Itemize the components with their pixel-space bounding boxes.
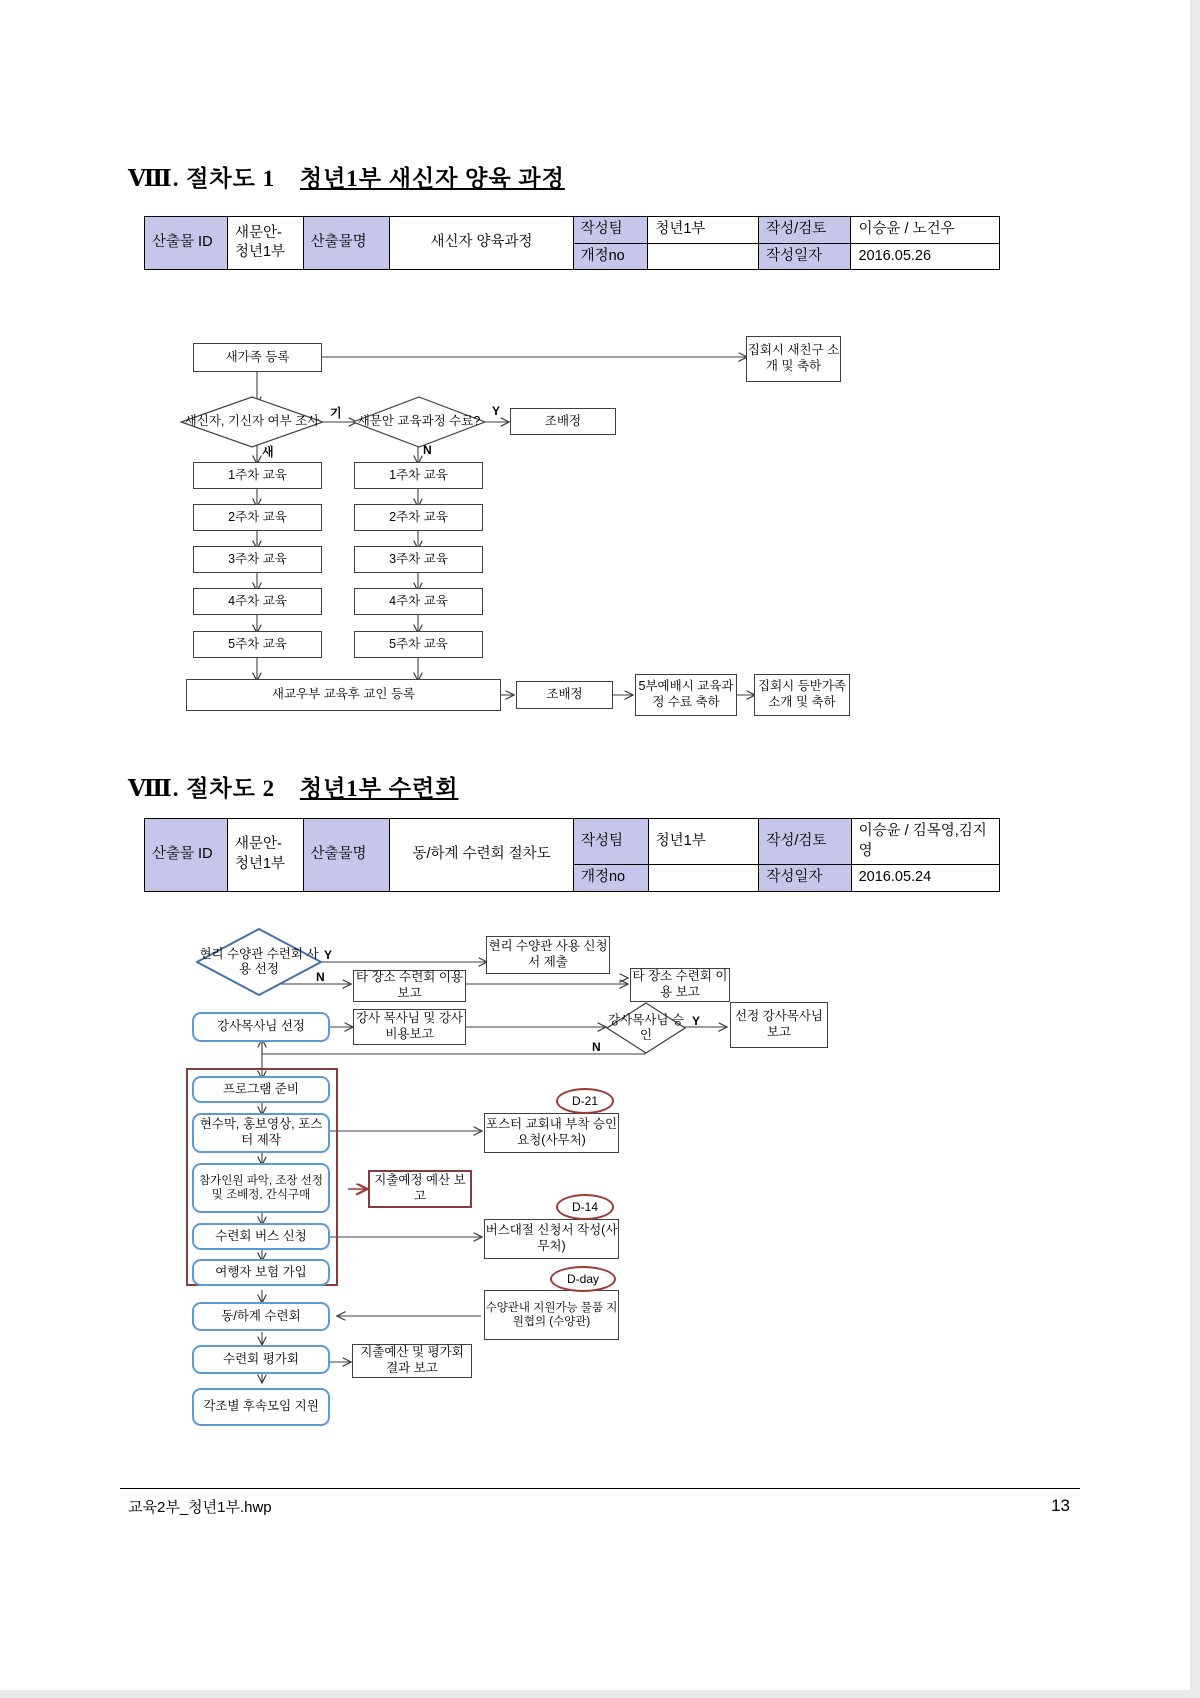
node-new-family-register: 새가족 등록 — [193, 343, 322, 372]
footer-page-number: 13 — [1051, 1496, 1070, 1515]
cell-label-name: 산출물명 — [303, 819, 390, 892]
node-retreat-review: 수련회 평가회 — [192, 1345, 330, 1374]
node-right-week-1: 1주차 교육 — [354, 462, 483, 489]
cell-value-author: 이승윤 / 김목영,김지영 — [851, 819, 999, 865]
edge-label-gi: 기 — [330, 406, 342, 420]
node-selected-pastor-report: 선정 강사목사님 보고 — [730, 1002, 828, 1048]
node-bus-charter-form: 버스대절 신청서 작성(사무처) — [484, 1219, 619, 1259]
decision-use-hyunri-retreat-label: 현리 수양관 수련회 사용 선정 — [199, 946, 319, 976]
milestone-dday: D-day — [550, 1266, 616, 1292]
node-budget-report: 지출예정 예산 보고 — [368, 1170, 472, 1208]
cell-label-author: 작성/검토 — [759, 819, 851, 865]
cell-value-date: 2016.05.24 — [851, 865, 999, 892]
edge-label-sae: 새 — [262, 445, 274, 459]
decision-pastor-approval — [606, 1002, 686, 1054]
node-right-week-5: 5주차 교육 — [354, 631, 483, 658]
cell-value-team: 청년1부 — [648, 217, 759, 244]
cell-value-name: 새신자 양육과정 — [390, 217, 573, 270]
cell-value-id: 새문안-청년1부 — [227, 819, 303, 892]
node-program-prep: 프로그램 준비 — [192, 1076, 330, 1103]
cell-label-name: 산출물명 — [303, 217, 390, 270]
node-right-week-2: 2주차 교육 — [354, 504, 483, 531]
cell-value-date: 2016.05.26 — [851, 243, 1000, 270]
edge-label-y-retreat: Y — [324, 948, 333, 962]
page-edge-bottom — [0, 1690, 1200, 1698]
cell-label-rev: 개정no — [573, 865, 648, 892]
node-left-week-4: 4주차 교육 — [193, 588, 322, 615]
edge-label-n-pastor: N — [592, 1040, 601, 1054]
cell-value-team: 청년1부 — [648, 819, 759, 865]
page-footer — [120, 1488, 1080, 1523]
node-other-venue-report-1: 타 장소 수련회 이용 보고 — [353, 970, 466, 1002]
decision-new-or-existing-label: 새신자, 기신자 여부 조사 — [184, 414, 320, 429]
decision-use-hyunri-retreat — [196, 928, 322, 996]
edge-label-n-retreat: N — [316, 970, 325, 984]
milestone-d14: D-14 — [556, 1194, 614, 1220]
section2-heading-prefix: Ⅷ. 절차도 2 — [128, 776, 276, 801]
node-hyunri-application: 현리 수양관 사용 신청서 제출 — [486, 936, 610, 974]
node-left-week-1: 1주차 교육 — [193, 462, 322, 489]
node-followup-support: 각조별 후속모임 지원 — [192, 1388, 330, 1426]
edge-label-y-top: Y — [492, 404, 501, 418]
node-member-registration: 새교우부 교육후 교인 등록 — [186, 679, 501, 711]
node-participants-and-snacks: 참가인원 파악, 조장 선정 및 조배정, 간식구매 — [192, 1163, 330, 1213]
cell-label-team: 작성팀 — [573, 819, 648, 865]
cell-label-id: 산출물 ID — [145, 819, 228, 892]
node-retreat-main: 동/하계 수련회 — [192, 1302, 330, 1331]
node-retreat-supply-coordination: 수양관내 지원가능 물품 지원협의 (수양관) — [484, 1290, 619, 1340]
section2-heading-title: 청년1부 수련회 — [299, 776, 459, 801]
node-final-expense-report: 지출예산 및 평가회 결과 보고 — [352, 1344, 472, 1378]
decision-course-completed-label: 새문안 교육과정 수료? — [357, 414, 481, 429]
cell-value-author: 이승윤 / 노건우 — [851, 217, 1000, 244]
cell-label-id: 산출물 ID — [145, 217, 228, 270]
node-other-venue-report-2: 타 장소 수련회 이용 보고 — [630, 968, 730, 1002]
node-group-assign-bottom: 조배정 — [516, 681, 613, 709]
node-right-week-3: 3주차 교육 — [354, 546, 483, 573]
node-celebrate-graduating-family: 집회시 등반가족 소개 및 축하 — [754, 674, 850, 716]
cell-value-name: 동/하계 수련회 절차도 — [390, 819, 574, 892]
cell-label-date: 작성일자 — [759, 243, 851, 270]
decision-pastor-approval-label: 강사목사님 승인 — [608, 1012, 684, 1042]
edge-label-y-pastor: Y — [692, 1014, 701, 1028]
node-celebrate-new-friend: 집회시 새친구 소개 및 축하 — [746, 336, 841, 382]
cell-label-date: 작성일자 — [759, 865, 851, 892]
node-pastor-cost-report: 강사 목사님 및 강사 비용보고 — [353, 1009, 466, 1045]
node-promotion-production: 현수막, 홍보영상, 포스터 제작 — [192, 1113, 330, 1153]
footer-filename: 교육2부_청년1부.hwp — [128, 1498, 272, 1516]
node-fifth-service-celebration: 5부예배시 교육과정 수료 축하 — [635, 674, 737, 716]
node-poster-posting-approval: 포스터 교회내 부착 승인요청(사무처) — [484, 1113, 619, 1153]
edge-label-n-top: N — [423, 443, 432, 457]
cell-value-id: 새문안-청년1부 — [227, 217, 303, 270]
section1-heading-title: 청년1부 새신자 양육 과정 — [299, 166, 565, 191]
milestone-d21: D-21 — [556, 1088, 614, 1114]
node-bus-request: 수련회 버스 신청 — [192, 1223, 330, 1250]
node-select-guest-pastor: 강사목사님 선정 — [192, 1012, 330, 1042]
cell-label-team: 작성팀 — [573, 217, 648, 244]
node-left-week-5: 5주차 교육 — [193, 631, 322, 658]
node-travel-insurance: 여행자 보험 가입 — [192, 1259, 330, 1286]
node-right-week-4: 4주차 교육 — [354, 588, 483, 615]
cell-label-rev: 개정no — [573, 243, 648, 270]
node-group-assign-top: 조배정 — [510, 408, 616, 435]
node-left-week-2: 2주차 교육 — [193, 504, 322, 531]
node-left-week-3: 3주차 교육 — [193, 546, 322, 573]
section1-heading-prefix: Ⅷ. 절차도 1 — [128, 166, 276, 191]
cell-label-author: 작성/검토 — [759, 217, 851, 244]
